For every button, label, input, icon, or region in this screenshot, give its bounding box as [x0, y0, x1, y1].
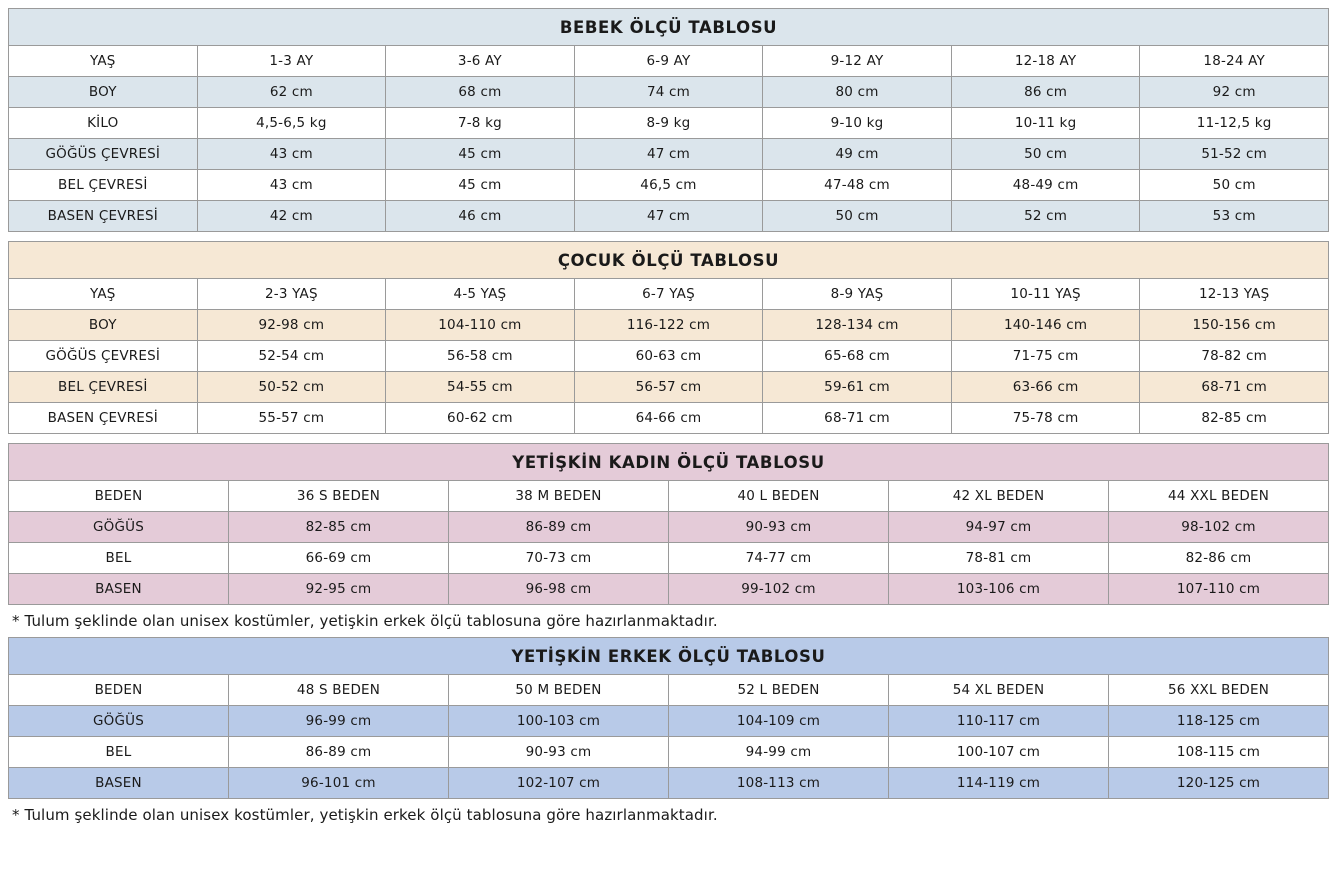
baby-table-title: BEBEK ÖLÇÜ TABLOSU: [9, 9, 1329, 46]
header-cell: 44 XXL BEDEN: [1109, 481, 1329, 512]
data-cell: 42 cm: [197, 201, 386, 232]
data-cell: 47-48 cm: [763, 170, 952, 201]
data-cell: 48-49 cm: [951, 170, 1140, 201]
header-cell: 38 M BEDEN: [449, 481, 669, 512]
header-cell: 50 M BEDEN: [449, 675, 669, 706]
row-label: BASEN: [9, 768, 229, 799]
data-cell: 104-110 cm: [386, 310, 575, 341]
men-table-note: * Tulum şeklinde olan unisex kostümler, yetişkin erkek ölçü tablosuna göre hazırlanmaktadır.: [12, 806, 718, 824]
table-spacer: [8, 434, 1329, 443]
data-cell: 94-97 cm: [889, 512, 1109, 543]
data-cell: 74 cm: [574, 77, 763, 108]
table-header-row: [9, 481, 1329, 512]
header-cell: 54 XL BEDEN: [889, 675, 1109, 706]
data-cell: 4,5-6,5 kg: [197, 108, 386, 139]
table-row: [9, 77, 1329, 108]
data-cell: 140-146 cm: [951, 310, 1140, 341]
header-cell: 1-3 AY: [197, 46, 386, 77]
data-cell: 8-9 kg: [574, 108, 763, 139]
table-row: [9, 108, 1329, 139]
data-cell: 56-57 cm: [574, 372, 763, 403]
data-cell: 51-52 cm: [1140, 139, 1329, 170]
table-header-row: [9, 675, 1329, 706]
data-cell: 82-85 cm: [1140, 403, 1329, 434]
table-row: [9, 310, 1329, 341]
data-cell: 108-115 cm: [1109, 737, 1329, 768]
header-cell: 10-11 YAŞ: [951, 279, 1140, 310]
table-row: [9, 706, 1329, 737]
row-label: BOY: [9, 310, 198, 341]
child-size-table: [8, 241, 1329, 434]
data-cell: 56-58 cm: [386, 341, 575, 372]
women-table-note: * Tulum şeklinde olan unisex kostümler, yetişkin erkek ölçü tablosuna göre hazırlanmaktadır.: [12, 612, 718, 630]
data-cell: 43 cm: [197, 139, 386, 170]
data-cell: 50 cm: [1140, 170, 1329, 201]
data-cell: 103-106 cm: [889, 574, 1109, 605]
women-table-title: YETİŞKİN KADIN ÖLÇÜ TABLOSU: [9, 444, 1329, 481]
data-cell: 86 cm: [951, 77, 1140, 108]
data-cell: 118-125 cm: [1109, 706, 1329, 737]
table-row: [9, 574, 1329, 605]
data-cell: 46,5 cm: [574, 170, 763, 201]
data-cell: 82-85 cm: [229, 512, 449, 543]
data-cell: 53 cm: [1140, 201, 1329, 232]
table-row: [9, 341, 1329, 372]
data-cell: 50 cm: [951, 139, 1140, 170]
data-cell: 90-93 cm: [449, 737, 669, 768]
data-cell: 94-99 cm: [669, 737, 889, 768]
table-row: [9, 403, 1329, 434]
data-cell: 50-52 cm: [197, 372, 386, 403]
data-cell: 59-61 cm: [763, 372, 952, 403]
table-row: [9, 512, 1329, 543]
row-label: BEL ÇEVRESİ: [9, 372, 198, 403]
data-cell: 10-11 kg: [951, 108, 1140, 139]
header-cell: 18-24 AY: [1140, 46, 1329, 77]
data-cell: 108-113 cm: [669, 768, 889, 799]
table-row: [9, 543, 1329, 574]
data-cell: 45 cm: [386, 170, 575, 201]
women-size-table: [8, 443, 1329, 605]
table-header-row: [9, 279, 1329, 310]
data-cell: 96-101 cm: [229, 768, 449, 799]
row-label: BASEN ÇEVRESİ: [9, 201, 198, 232]
data-cell: 86-89 cm: [449, 512, 669, 543]
data-cell: 80 cm: [763, 77, 952, 108]
data-cell: 150-156 cm: [1140, 310, 1329, 341]
data-cell: 52-54 cm: [197, 341, 386, 372]
data-cell: 74-77 cm: [669, 543, 889, 574]
row-label: KİLO: [9, 108, 198, 139]
table-row: [9, 737, 1329, 768]
table-spacer: [8, 232, 1329, 241]
data-cell: 78-81 cm: [889, 543, 1109, 574]
header-cell: 9-12 AY: [763, 46, 952, 77]
header-cell: 12-13 YAŞ: [1140, 279, 1329, 310]
data-cell: 49 cm: [763, 139, 952, 170]
table-row: [9, 139, 1329, 170]
header-cell: YAŞ: [9, 279, 198, 310]
data-cell: 64-66 cm: [574, 403, 763, 434]
header-cell: 6-9 AY: [574, 46, 763, 77]
table-row: [9, 201, 1329, 232]
data-cell: 120-125 cm: [1109, 768, 1329, 799]
baby-table-body: [9, 9, 1329, 232]
data-cell: 96-99 cm: [229, 706, 449, 737]
row-label: GÖĞÜS: [9, 706, 229, 737]
data-cell: 102-107 cm: [449, 768, 669, 799]
data-cell: 71-75 cm: [951, 341, 1140, 372]
data-cell: 92 cm: [1140, 77, 1329, 108]
row-label: BEL ÇEVRESİ: [9, 170, 198, 201]
men-table-title: YETİŞKİN ERKEK ÖLÇÜ TABLOSU: [9, 638, 1329, 675]
row-label: GÖĞÜS ÇEVRESİ: [9, 139, 198, 170]
data-cell: 65-68 cm: [763, 341, 952, 372]
data-cell: 62 cm: [197, 77, 386, 108]
data-cell: 98-102 cm: [1109, 512, 1329, 543]
table-row: [9, 768, 1329, 799]
data-cell: 99-102 cm: [669, 574, 889, 605]
data-cell: 68-71 cm: [1140, 372, 1329, 403]
data-cell: 92-95 cm: [229, 574, 449, 605]
data-cell: 60-63 cm: [574, 341, 763, 372]
child-table-body: [9, 242, 1329, 434]
men-table-body: [9, 638, 1329, 799]
data-cell: 66-69 cm: [229, 543, 449, 574]
data-cell: 128-134 cm: [763, 310, 952, 341]
header-cell: 48 S BEDEN: [229, 675, 449, 706]
data-cell: 63-66 cm: [951, 372, 1140, 403]
data-cell: 90-93 cm: [669, 512, 889, 543]
header-cell: 8-9 YAŞ: [763, 279, 952, 310]
row-label: BOY: [9, 77, 198, 108]
data-cell: 9-10 kg: [763, 108, 952, 139]
header-cell: 2-3 YAŞ: [197, 279, 386, 310]
header-cell: 36 S BEDEN: [229, 481, 449, 512]
header-cell: 56 XXL BEDEN: [1109, 675, 1329, 706]
row-label: BASEN: [9, 574, 229, 605]
child-table-title: ÇOCUK ÖLÇÜ TABLOSU: [9, 242, 1329, 279]
data-cell: 68 cm: [386, 77, 575, 108]
data-cell: 52 cm: [951, 201, 1140, 232]
data-cell: 96-98 cm: [449, 574, 669, 605]
header-cell: 3-6 AY: [386, 46, 575, 77]
data-cell: 75-78 cm: [951, 403, 1140, 434]
table-title-row: [9, 9, 1329, 46]
data-cell: 70-73 cm: [449, 543, 669, 574]
data-cell: 82-86 cm: [1109, 543, 1329, 574]
data-cell: 43 cm: [197, 170, 386, 201]
table-title-row: [9, 444, 1329, 481]
row-label: GÖĞÜS ÇEVRESİ: [9, 341, 198, 372]
header-cell: 12-18 AY: [951, 46, 1140, 77]
row-label: BEL: [9, 543, 229, 574]
table-row: [9, 372, 1329, 403]
header-cell: 42 XL BEDEN: [889, 481, 1109, 512]
data-cell: 45 cm: [386, 139, 575, 170]
data-cell: 100-103 cm: [449, 706, 669, 737]
data-cell: 78-82 cm: [1140, 341, 1329, 372]
header-cell: 52 L BEDEN: [669, 675, 889, 706]
header-cell: 6-7 YAŞ: [574, 279, 763, 310]
header-cell: BEDEN: [9, 675, 229, 706]
header-cell: BEDEN: [9, 481, 229, 512]
table-title-row: [9, 242, 1329, 279]
data-cell: 46 cm: [386, 201, 575, 232]
data-cell: 110-117 cm: [889, 706, 1109, 737]
baby-size-table: [8, 8, 1329, 232]
data-cell: 7-8 kg: [386, 108, 575, 139]
header-cell: YAŞ: [9, 46, 198, 77]
data-cell: 50 cm: [763, 201, 952, 232]
data-cell: 92-98 cm: [197, 310, 386, 341]
header-cell: 4-5 YAŞ: [386, 279, 575, 310]
header-cell: 40 L BEDEN: [669, 481, 889, 512]
data-cell: 55-57 cm: [197, 403, 386, 434]
data-cell: 11-12,5 kg: [1140, 108, 1329, 139]
data-cell: 114-119 cm: [889, 768, 1109, 799]
data-cell: 68-71 cm: [763, 403, 952, 434]
table-header-row: [9, 46, 1329, 77]
data-cell: 47 cm: [574, 139, 763, 170]
data-cell: 104-109 cm: [669, 706, 889, 737]
row-label: BASEN ÇEVRESİ: [9, 403, 198, 434]
data-cell: 47 cm: [574, 201, 763, 232]
table-title-row: [9, 638, 1329, 675]
data-cell: 86-89 cm: [229, 737, 449, 768]
row-label: BEL: [9, 737, 229, 768]
row-label: GÖĞÜS: [9, 512, 229, 543]
data-cell: 60-62 cm: [386, 403, 575, 434]
data-cell: 107-110 cm: [1109, 574, 1329, 605]
data-cell: 116-122 cm: [574, 310, 763, 341]
men-size-table: [8, 637, 1329, 799]
women-table-body: [9, 444, 1329, 605]
table-row: [9, 170, 1329, 201]
data-cell: 54-55 cm: [386, 372, 575, 403]
data-cell: 100-107 cm: [889, 737, 1109, 768]
